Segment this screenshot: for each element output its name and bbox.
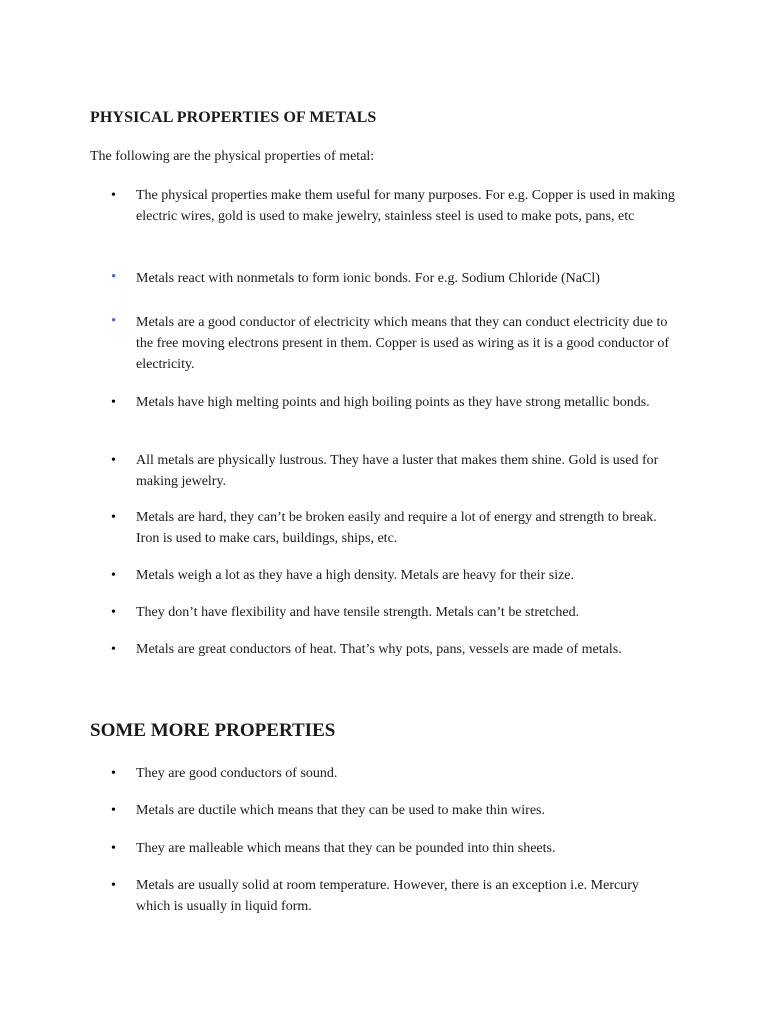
bullet-icon: • xyxy=(111,269,117,285)
list-item-text: Metals weigh a lot as they have a high density. Metals are heavy for their size. xyxy=(136,568,575,583)
list-item-text: They are good conductors of sound. xyxy=(136,766,338,781)
list-item-text: Metals have high melting points and high boiling points as they have strong metallic bonds. xyxy=(136,395,650,410)
list-item-text: Metals are hard, they can’t be broken easily and require a lot of energy and strength to break. Iron is used to make cars, buildings, ships, etc. xyxy=(136,510,657,546)
bullet-icon: • xyxy=(111,803,116,818)
intro-paragraph: The following are the physical properties of metal: xyxy=(90,149,375,164)
bullet-icon: • xyxy=(111,766,116,781)
section-heading-more-properties: SOME MORE PROPERTIES xyxy=(90,720,336,741)
bullet-icon: • xyxy=(111,188,116,203)
list-item-text: They are malleable which means that they can be pounded into thin sheets. xyxy=(136,841,556,856)
section-heading-physical-properties: PHYSICAL PROPERTIES OF METALS xyxy=(90,109,377,126)
list-item-text: Metals are ductile which means that they can be used to make thin wires. xyxy=(136,803,545,818)
list-item-text: Metals are usually solid at room temperature. However, there is an exception i.e. Mercury which is usually in liquid form. xyxy=(136,878,639,914)
list-item-text: The physical properties make them useful for many purposes. For e.g. Copper is used in making electric wires, gold is used to make jewelry, stainless steel is used to make pots, pans, etc xyxy=(136,188,675,224)
bullet-icon: • xyxy=(111,395,116,410)
bullet-icon: • xyxy=(111,605,116,620)
list-item-text: Metals react with nonmetals to form ionic bonds. For e.g. Sodium Chloride (NaCl) xyxy=(136,271,600,286)
list-item-text: Metals are a good conductor of electricity which means that they can conduct electricity due to the free moving electrons present in them. Copper is used as wiring as it is a good conductor of electricity. xyxy=(136,315,670,372)
bullet-icon: • xyxy=(111,568,116,583)
bullet-icon: • xyxy=(111,642,116,657)
bullet-icon: • xyxy=(111,313,117,329)
bullet-icon: • xyxy=(111,878,116,893)
list-item-text: They don’t have flexibility and have tensile strength. Metals can’t be stretched. xyxy=(136,605,580,620)
list-item-text: Metals are great conductors of heat. That’s why pots, pans, vessels are made of metals. xyxy=(136,642,622,657)
bullet-icon: • xyxy=(111,453,116,468)
bullet-icon: • xyxy=(111,841,116,856)
bullet-icon: • xyxy=(111,510,116,525)
list-item-text: All metals are physically lustrous. They have a luster that makes them shine. Gold is used for making jewelry. xyxy=(136,453,659,489)
